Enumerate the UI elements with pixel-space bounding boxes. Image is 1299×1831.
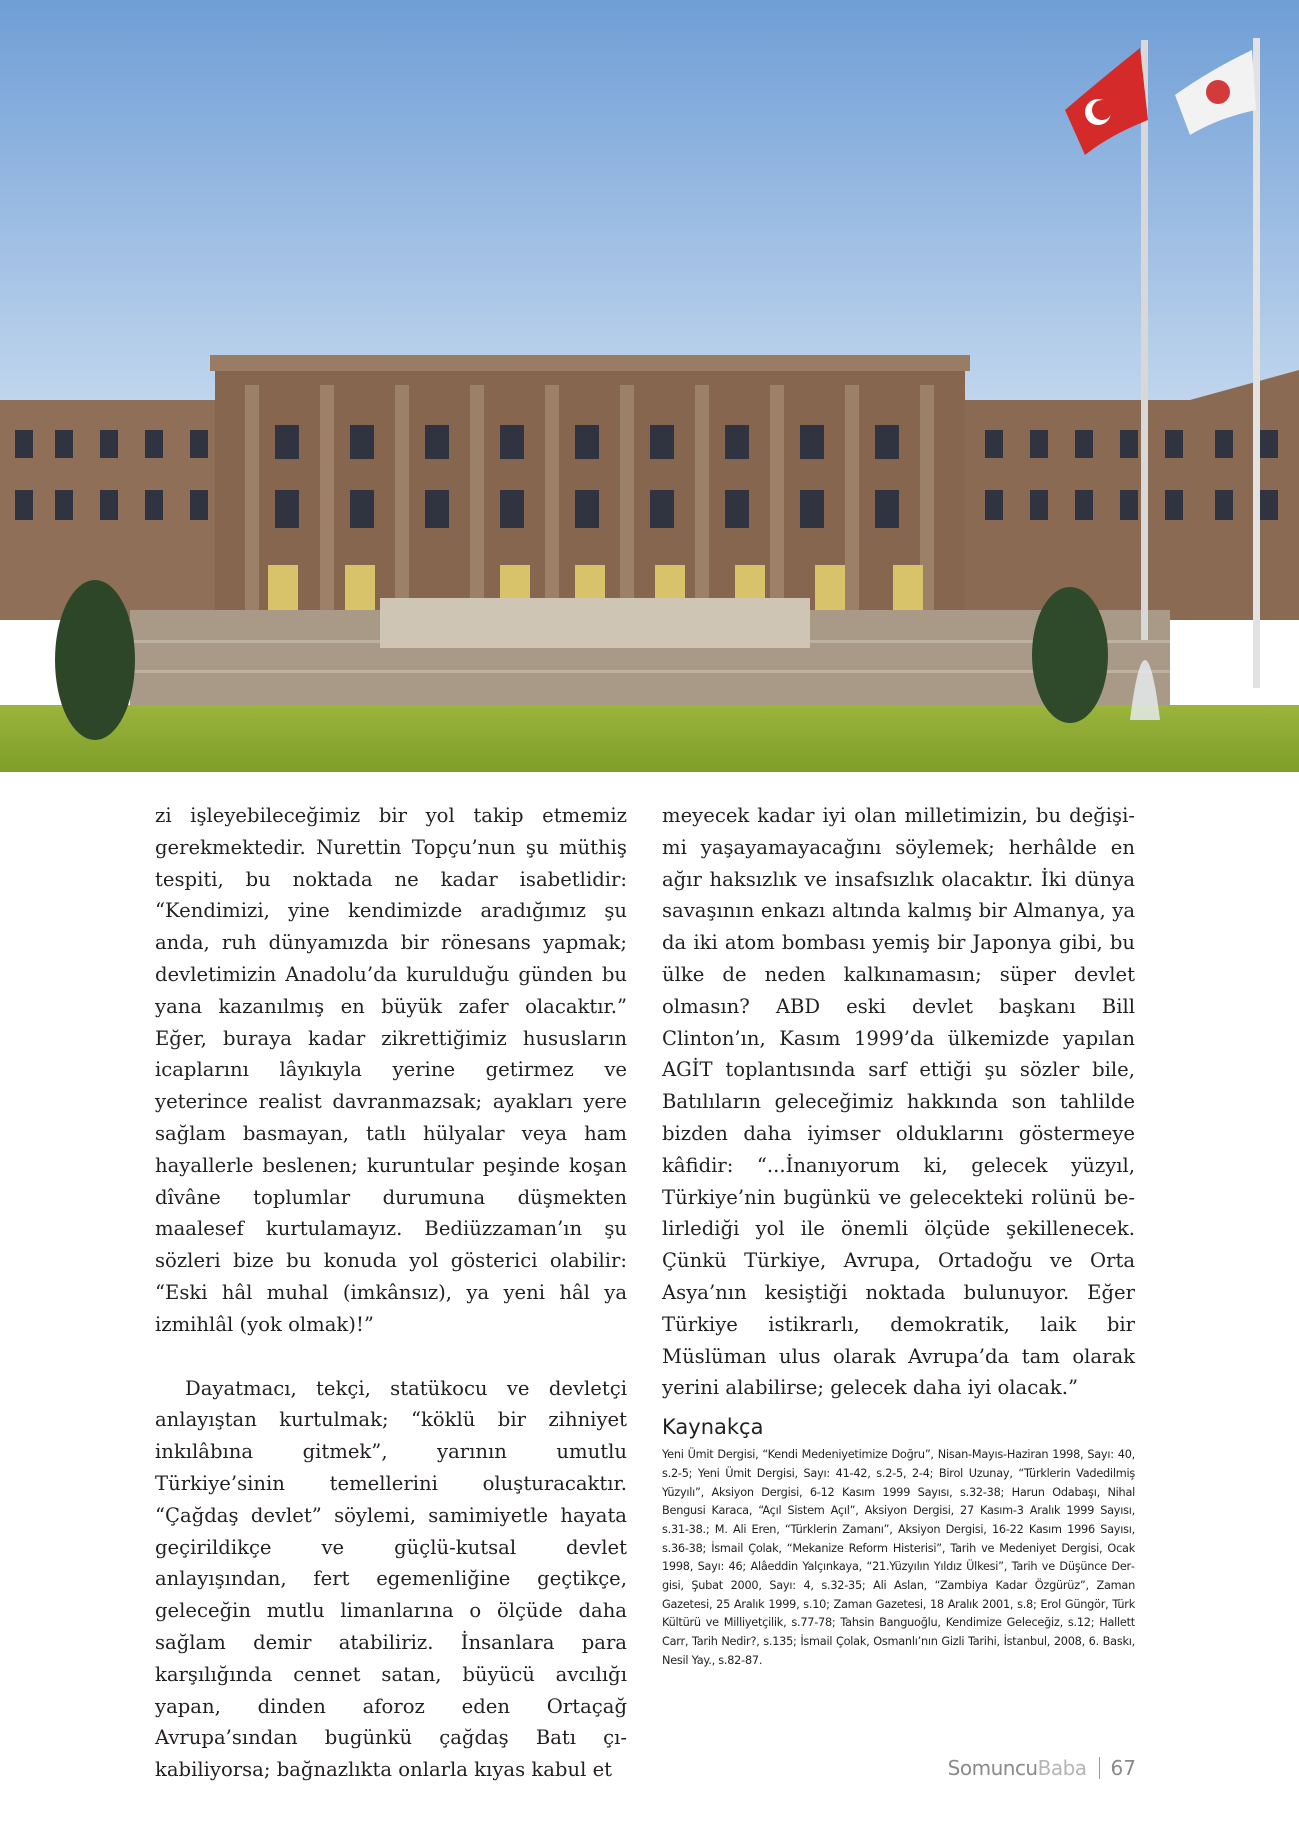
lawn	[0, 705, 1299, 772]
references-text: Yeni Ümit Dergisi, “Kendi Medeniyetimize Doğru”, Nisan-Mayıs-Haziran 1998, Sayı: 40, s.2-5; Yeni Ümit Dergisi, Sayı: 41-42, s.2-5, 2-4; Birol Uzunay, “Türklerin Vadedilmiş Yüzyılı”, Aksiyon Dergisi, 6-12 Kasım 1999 Sayısı, s.32-38; Harun Odabaşı, Nihal Bengusi Karaca, “Açıl Sistem Açıl”, Aksiyon Dergisi, 27 Kasım-3 Aralık 1999 Sayısı, s.31-38.; M. Ali Eren, “Türklerin Zamanı”, Aksiyon Dergisi, 16-22 Kasım 1996 Sayısı, s.36-38; İsmail Çolak, “Mekanize Reform Histerisi”, Tarih ve Medeniyet Dergisi, Ocak 1998, Sayı: 46; Alâeddin Yalçınkaya, “21.Yüzyılın Yıldız Ülkesi”, Tarih ve Düşünce Dergisi, Şubat 2000, Sayı: 4, s.32-35; Ali Aslan, “Zambiya Kadar Özgürüz”, Zaman Gazetesi, 25 Aralık 1999, s.10; Zaman Gazetesi, 18 Aralık 2001, s.8; Erol Güngör, Türk Kültürü ve Milliyetçilik, s.77-78; Tahsin Banguoğlu, Kendimize Geleceğiz, s.12; Hallett Carr, Tarih Nedir?, s.135; İsmail Çolak, Osmanlı’nın Gizli Tarihi, İstanbul, 2008, 6. Baskı, Nesil Yay., s.82-87.	[662, 1448, 1135, 1667]
page-footer	[948, 1756, 1136, 1780]
parliament-building-photo	[0, 0, 1299, 772]
paragraph-2: Dayatmacı, tekçi, statükocu ve devletçi anlayıştan kurtulmak; “köklü bir zihniyet inkılâbına gitmek”, yarının umutlu Türkiye’sinin temellerini oluşturacaktır. “Çağdaş devlet” söylemi, samimiyetle hayata geçirildikçe ve güçlü-kutsal devlet anlayışından, fert egemenliğine geçtikçe, geleceğin mutlu limanlarına o ölçüde daha sağlam demir atabiliriz. İnsanlara para karşılığında cennet satan, büyücü avcılığı yapan, dinden aforoz eden Ortaçağ Avrupa’sından bugünkü çağdaş Batı çıkabiliyorsa; bağnazlıkta onlarla kıyas kabul et	[155, 1376, 627, 1782]
brand-name-baba: Baba	[1037, 1756, 1087, 1780]
references-heading: Kaynakça	[662, 1415, 764, 1440]
flagpole-1	[1141, 40, 1148, 640]
tree-right	[1032, 587, 1108, 723]
footer-divider	[1099, 1757, 1100, 1779]
article-left-column	[155, 800, 627, 1786]
paragraph-1: zi işleyebileceğimiz bir yol takip etmemiz gerekmektedir. Nurettin Topçu’nun şu müthiş tespiti, bu noktada ne kadar isabetlidir: “Kendimizi, yine kendimizde aradığımız şu anda, ruh dünyamızda bir rönesans yapmak; devletimizin Anadolu’da kurulduğu günden bu yana kazanılmış en büyük zafer olacaktır.” Eğer, buraya kadar zikrettiğimiz hususların icaplarını lâyıkıyla yerine getirmez ve yeterince realist davranmazsak; ayakları yere sağlam basmayan, tatlı hülyalar veya ham hayallerle beslenen; kuruntular peşinde koşan dîvâne toplumlar durumuna düşmekten maalesef kurtulamayız. Bediüzzaman’ın şu sözleri bize bu konuda yol gösterici olabilir: “Eski hâl muhal (imkânsız), ya yeni hâl ya izmihlâl (yok olmak)!”	[155, 804, 627, 1336]
flagpole-2	[1253, 38, 1260, 688]
article-right-column	[662, 800, 1135, 1671]
brand-name-somuncu: Somuncu	[947, 1756, 1038, 1780]
tree-left	[55, 580, 135, 740]
page-number: 67	[1110, 1756, 1136, 1780]
paragraph-3: meyecek kadar iyi olan milletimizin, bu değişimi yaşayamayacağını söylemek; herhâlde en ağır haksızlık ve insafsızlık olacaktır. İki dünya savaşının enkazı altında kalmış bir Almanya, ya da iki atom bombası yemiş bir Japonya gibi, bu ülke de neden kalkınamasın; süper devlet olmasın? ABD eski devlet başkanı Bill Clinton’ın, Kasım 1999’da ülkemizde yapılan AGİT toplantısında sarf ettiği şu sözler bile, Batılıların geleceğimiz hakkında son tahlilde bizden daha iyimser olduklarını göstermeye kâfidir: “...İnanıyorum ki, gelecek yüzyıl, Türkiye’nin bugünkü ve gelecekteki rolünü belirlediği yol ile önemli ölçüde şekillenecek. Çünkü Türkiye, Avrupa, Ortadoğu ve Orta Asya’nın kesiştiği noktada bulunuyor. Eğer Türkiye istikrarlı, demokratik, laik bir Müslüman ulus olarak Avrupa’da tam olarak yerini alabilirse; gelecek daha iyi olacak.”	[662, 804, 1135, 1400]
